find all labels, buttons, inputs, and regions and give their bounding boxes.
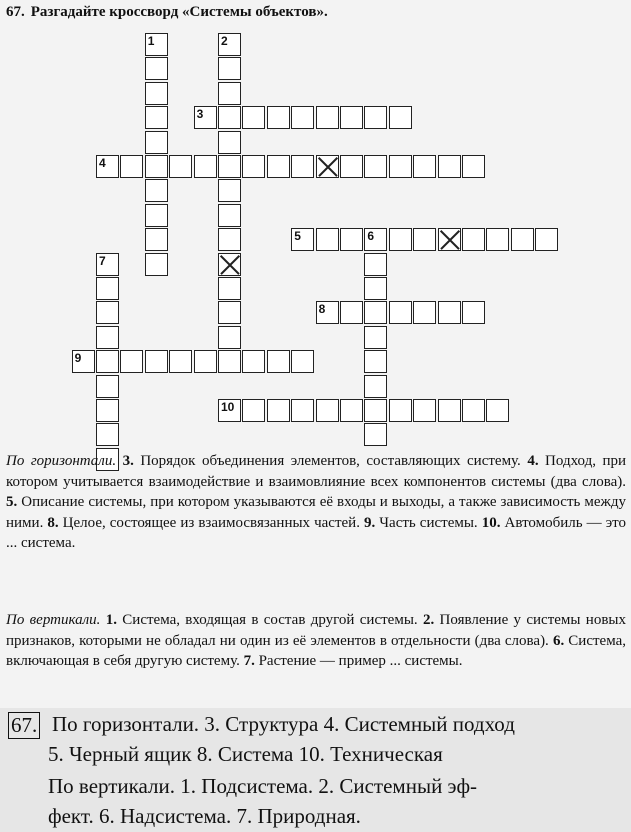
crossword-cell-number: 6 <box>367 229 375 244</box>
task-text: Разгадайте кроссворд «Системы объектов». <box>30 4 328 20</box>
crossword-cell[interactable] <box>145 131 168 154</box>
crossword-cell-number: 2 <box>221 34 228 48</box>
crossword-cell[interactable] <box>145 204 168 227</box>
crossword-cell[interactable] <box>242 350 265 373</box>
crossword-cell[interactable] <box>72 350 95 373</box>
horizontal-clue-text: Описание системы, при котором указываются её входы и выходы, а также зависимость между ними. <box>6 494 626 531</box>
crossword-cell[interactable] <box>291 106 314 129</box>
crossword-cell[interactable] <box>145 350 168 373</box>
horizontal-clue-text: Порядок объединения элементов, составляющих систему. <box>133 453 521 469</box>
crossword-cell[interactable] <box>340 155 363 178</box>
vertical-heading: По вертикали. <box>6 612 101 628</box>
crossword-cell[interactable] <box>340 301 363 324</box>
crossword-cell[interactable] <box>364 350 387 373</box>
crossword-cell[interactable] <box>438 399 461 422</box>
horizontal-clues <box>6 451 626 554</box>
crossword-cell[interactable] <box>413 155 436 178</box>
crossword-cell[interactable] <box>120 350 143 373</box>
crossword-cell[interactable] <box>218 228 241 251</box>
horizontal-clue-number: 3. <box>122 453 134 469</box>
crossword-cell[interactable] <box>364 375 387 398</box>
answer-number: 67. <box>8 712 40 739</box>
crossword-cell-number: 4 <box>99 156 106 170</box>
crossword-cell[interactable] <box>291 228 314 251</box>
crossword-cell-number: 10 <box>221 400 235 414</box>
crossword-cell[interactable] <box>316 228 339 251</box>
crossword-cell-number: 7 <box>99 253 106 268</box>
crossword-cell[interactable] <box>218 155 241 178</box>
crossword-cell[interactable] <box>291 399 314 422</box>
task-title <box>6 4 328 21</box>
crossword-cell[interactable] <box>218 277 241 300</box>
crossword-cell[interactable] <box>340 106 363 129</box>
crossword-cell[interactable] <box>364 155 387 178</box>
crossword-cell[interactable] <box>242 106 265 129</box>
crossword-cell[interactable] <box>194 155 217 178</box>
crossword-cell[interactable] <box>486 228 509 251</box>
horizontal-clue-number: 5. <box>6 494 18 510</box>
crossword-cell[interactable] <box>218 179 241 202</box>
crossword-cell[interactable] <box>535 228 558 251</box>
crossword-cell[interactable] <box>145 33 168 56</box>
answer-line-1: По горизонтали. 3. Структура 4. Системный подход <box>52 712 515 736</box>
crossword-cell[interactable] <box>218 326 241 349</box>
vertical-clue-text: Система, включающая в себя другую систему. <box>6 632 627 669</box>
vertical-clue-number: 6. <box>552 632 565 649</box>
crossword-cell[interactable] <box>267 155 290 178</box>
horizontal-clue-number: 10. <box>481 514 501 531</box>
crossword-cell[interactable] <box>364 326 387 349</box>
crossword-blocked-cell[interactable] <box>218 253 241 276</box>
horizontal-clue-text: Автомобиль — это ... система. <box>6 514 627 551</box>
crossword-cell[interactable] <box>364 301 387 324</box>
crossword-cell[interactable] <box>96 375 119 398</box>
crossword-cell[interactable] <box>438 155 461 178</box>
crossword-cell-number: 5 <box>294 229 301 244</box>
crossword-cell[interactable] <box>486 399 509 422</box>
crossword-cell-number: 1 <box>147 34 155 48</box>
crossword-cell[interactable] <box>218 301 241 324</box>
crossword-cell[interactable] <box>96 301 119 324</box>
horizontal-clue-number: 9. <box>364 514 376 531</box>
answer-line-2: 5. Черный ящик 8. Система 10. Техническая <box>48 742 443 766</box>
crossword-cell[interactable] <box>462 228 485 251</box>
crossword-cell[interactable] <box>364 399 387 422</box>
horizontal-clue-text: Подход, при котором учитывается взаимодействие и взаимовлияние всех компонентов системы (два слова). <box>6 453 627 490</box>
crossword-cell[interactable] <box>96 326 119 349</box>
crossword-cell[interactable] <box>511 228 534 251</box>
vertical-clue-text: Появление у системы новых признаков, которыми не обладал ни один из её элементов в отдельности (два слова). <box>6 612 626 649</box>
vertical-clue-text: Растение — пример ... системы. <box>254 653 463 669</box>
crossword-cell[interactable] <box>364 277 387 300</box>
crossword-cell[interactable] <box>462 155 485 178</box>
crossword-cell[interactable] <box>242 399 265 422</box>
crossword-cell[interactable] <box>96 350 119 373</box>
crossword-cell[interactable] <box>438 301 461 324</box>
crossword-cell[interactable] <box>364 228 387 251</box>
crossword-cell[interactable] <box>242 155 265 178</box>
answer-line-4: фект. 6. Надсистема. 7. Природная. <box>48 804 361 828</box>
crossword-cell[interactable] <box>291 350 314 373</box>
crossword-blocked-cell[interactable] <box>316 155 339 178</box>
crossword-cell[interactable] <box>169 155 192 178</box>
crossword-cell[interactable] <box>413 228 436 251</box>
task-number: 67. <box>6 4 25 20</box>
crossword-cell[interactable] <box>218 204 241 227</box>
crossword-cell[interactable] <box>145 106 168 129</box>
horizontal-clue-text: Часть системы. <box>375 514 478 531</box>
crossword-cell[interactable] <box>218 82 241 105</box>
crossword-cell[interactable] <box>145 253 168 276</box>
crossword-cell[interactable] <box>364 253 387 276</box>
crossword-cell[interactable] <box>194 106 217 129</box>
crossword-cell[interactable] <box>145 179 168 202</box>
crossword-cell[interactable] <box>120 155 143 178</box>
vertical-clue-number: 7. <box>243 653 255 669</box>
crossword-cell-number: 8 <box>318 302 326 317</box>
crossword-cell[interactable] <box>218 131 241 154</box>
crossword-cell[interactable] <box>316 399 339 422</box>
crossword-cell[interactable] <box>340 399 363 422</box>
crossword-cell[interactable] <box>145 228 168 251</box>
crossword-cell[interactable] <box>218 33 241 56</box>
vertical-clue-number: 2. <box>422 612 435 628</box>
crossword-cell[interactable] <box>389 301 412 324</box>
vertical-clue-number: 1. <box>105 612 117 628</box>
crossword-cell[interactable] <box>267 350 290 373</box>
crossword-cell[interactable] <box>462 399 485 422</box>
horizontal-clue-number: 4. <box>527 453 539 469</box>
answer-line-3: По вертикали. 1. Подсистема. 2. Системный эф- <box>48 774 478 798</box>
vertical-clue-text: Система, входящая в состав другой системы. <box>116 612 418 628</box>
crossword-cell[interactable] <box>145 57 168 80</box>
crossword-cell[interactable] <box>413 301 436 324</box>
crossword-cell[interactable] <box>413 399 436 422</box>
crossword-cell[interactable] <box>218 57 241 80</box>
crossword-cell[interactable] <box>316 106 339 129</box>
horizontal-clue-number: 8. <box>47 514 59 531</box>
crossword-blocked-cell[interactable] <box>438 228 461 251</box>
crossword-cell[interactable] <box>364 423 387 446</box>
crossword-cell[interactable] <box>389 155 412 178</box>
crossword-cell[interactable] <box>462 301 485 324</box>
crossword-cell[interactable] <box>364 106 387 129</box>
vertical-clues <box>6 610 626 672</box>
crossword-cell[interactable] <box>267 399 290 422</box>
crossword-cell[interactable] <box>218 399 241 422</box>
horizontal-clue-text: Целое, состоящее из взаимосвязанных частей. <box>58 514 360 531</box>
crossword-cell[interactable] <box>389 399 412 422</box>
crossword-cell[interactable] <box>340 228 363 251</box>
crossword-cell[interactable] <box>267 106 290 129</box>
crossword-cell[interactable] <box>145 155 168 178</box>
answer-block <box>0 708 631 832</box>
crossword-cell[interactable] <box>389 106 412 129</box>
crossword-cell[interactable] <box>194 350 217 373</box>
crossword-cell[interactable] <box>169 350 192 373</box>
crossword-cell[interactable] <box>96 277 119 300</box>
crossword-cell[interactable] <box>218 106 241 129</box>
horizontal-heading: По горизонтали. <box>6 453 117 469</box>
crossword-cell[interactable] <box>96 253 119 276</box>
crossword-cell[interactable] <box>96 423 119 446</box>
crossword-cell[interactable] <box>96 155 119 178</box>
crossword-cell[interactable] <box>218 350 241 373</box>
crossword-cell[interactable] <box>96 399 119 422</box>
crossword-cell[interactable] <box>145 82 168 105</box>
crossword-cell[interactable] <box>389 228 412 251</box>
crossword-cell-number: 3 <box>196 107 204 122</box>
crossword-cell[interactable] <box>291 155 314 178</box>
crossword-cell[interactable] <box>316 301 339 324</box>
crossword-cell-number: 9 <box>74 351 82 366</box>
